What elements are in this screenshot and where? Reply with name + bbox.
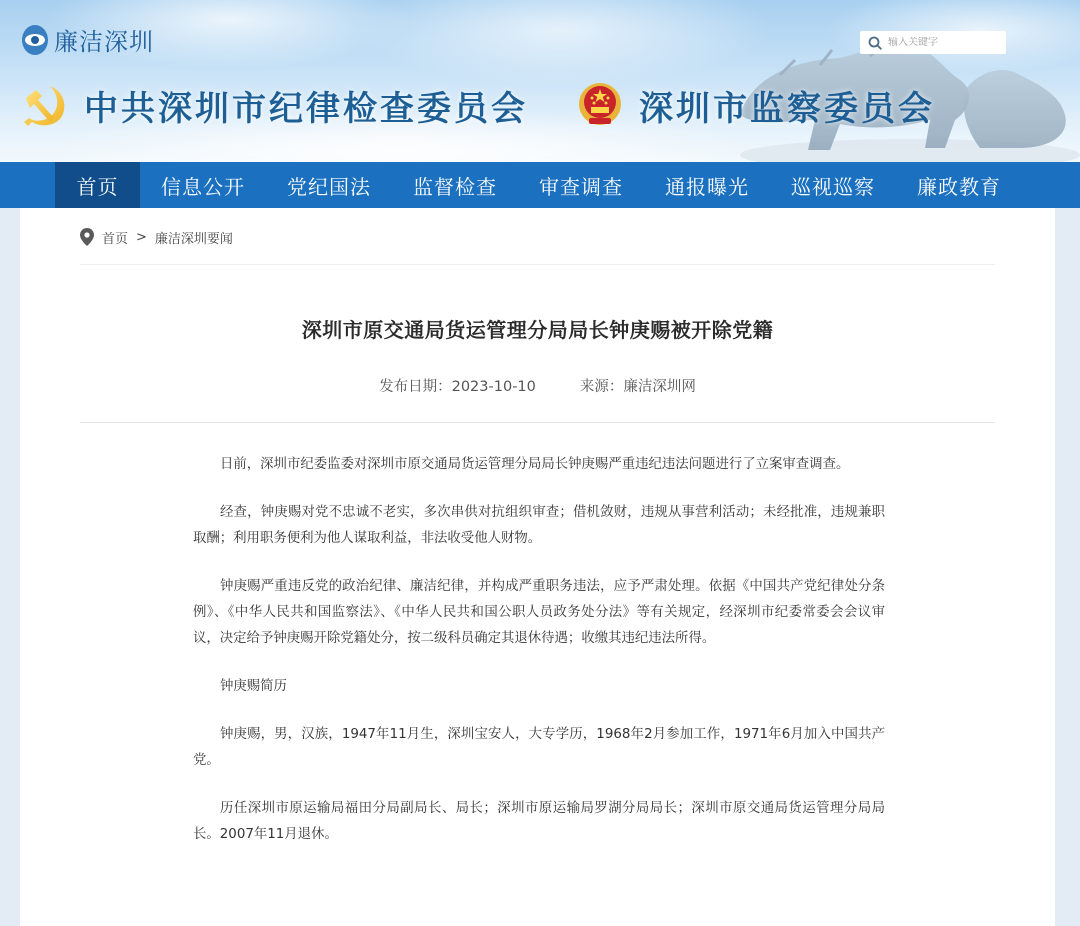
location-pin-icon <box>80 228 94 246</box>
org-name-supervision-commission: 深圳市监察委员会 <box>639 88 935 129</box>
org-title-discipline-commission <box>20 80 528 130</box>
article-body <box>193 452 885 870</box>
nav-item-exposure-notices[interactable]: 通报曝光 <box>665 174 749 199</box>
org-name-discipline-commission: 中共深圳市纪律检查委员会 <box>84 88 528 129</box>
breadcrumb-divider <box>80 264 995 265</box>
publish-date-label: 发布日期： <box>379 379 452 395</box>
publish-date-value: 2023-10-10 <box>451 379 536 395</box>
breadcrumb <box>80 228 233 246</box>
national-emblem-icon <box>575 80 625 130</box>
article-paragraph: 历任深圳市原运输局福田分局副局长、局长；深圳市原运输局罗湖分局局长；深圳市原交通局货运管理分局局长。2007年11月退休。 <box>193 801 885 842</box>
article-title: 深圳市原交通局货运管理分局局长钟庚赐被开除党籍 <box>301 318 774 342</box>
article-meta <box>20 375 1055 396</box>
breadcrumb-separator: > <box>136 229 147 245</box>
source-value: 廉洁深圳网 <box>623 379 696 395</box>
nav-item-review-investigation[interactable]: 审查调查 <box>539 174 623 199</box>
nav-item-integrity-education[interactable]: 廉政教育 <box>917 174 1001 199</box>
breadcrumb-current-link[interactable]: 廉洁深圳要闻 <box>154 231 233 247</box>
search-icon[interactable] <box>868 36 882 50</box>
org-title-supervision-commission <box>575 80 935 130</box>
article-paragraph: 日前，深圳市纪委监委对深圳市原交通局货运管理分局局长钟庚赐严重违纪违法问题进行了立案审查调查。 <box>220 457 850 472</box>
header-banner <box>0 0 1080 162</box>
nav-item-party-discipline-law[interactable]: 党纪国法 <box>287 174 371 199</box>
eye-logo-icon <box>20 23 50 57</box>
search-box[interactable] <box>860 31 1006 54</box>
breadcrumb-home-link[interactable]: 首页 <box>102 231 129 247</box>
nav-item-home[interactable]: 首页 <box>55 162 140 208</box>
source-label: 来源： <box>579 379 624 395</box>
site-logo[interactable] <box>20 22 154 57</box>
meta-divider <box>80 422 995 423</box>
logo-text: 廉洁深圳 <box>54 28 154 56</box>
article-paragraph: 钟庚赐严重违反党的政治纪律、廉洁纪律，并构成严重职务违法，应予严肃处理。依据《中国共产党纪律处分条例》、《中华人民共和国监察法》、《中华人民共和国公职人员政务处分法》等有关规定，经深圳市纪委常委会会议审议，决定给予钟庚赐开除党籍处分，按二级科员确定其退休待遇；收缴其违纪违法所得。 <box>193 579 885 646</box>
article-card <box>20 208 1055 926</box>
search-input[interactable] <box>888 37 998 48</box>
article-paragraph: 钟庚赐，男，汉族，1947年11月生，深圳宝安人，大专学历，1968年2月参加工作，1971年6月加入中国共产党。 <box>193 727 885 768</box>
nav-item-supervision-inspection[interactable]: 监督检查 <box>413 174 497 199</box>
main-nav-items <box>55 162 1022 208</box>
publish-date <box>379 375 536 396</box>
main-nav <box>0 162 1080 208</box>
resume-heading: 钟庚赐简历 <box>220 679 287 694</box>
article-paragraph: 经查，钟庚赐对党不忠诚不老实，多次串供对抗组织审查；借机敛财，违规从事营利活动；未经批准，违规兼职取酬；利用职务便利为他人谋取利益，非法收受他人财物。 <box>193 505 885 546</box>
article-source <box>580 375 696 396</box>
nav-item-info-disclosure[interactable]: 信息公开 <box>161 174 245 199</box>
party-emblem-icon <box>20 80 70 130</box>
nav-item-inspection-tours[interactable]: 巡视巡察 <box>791 174 875 199</box>
